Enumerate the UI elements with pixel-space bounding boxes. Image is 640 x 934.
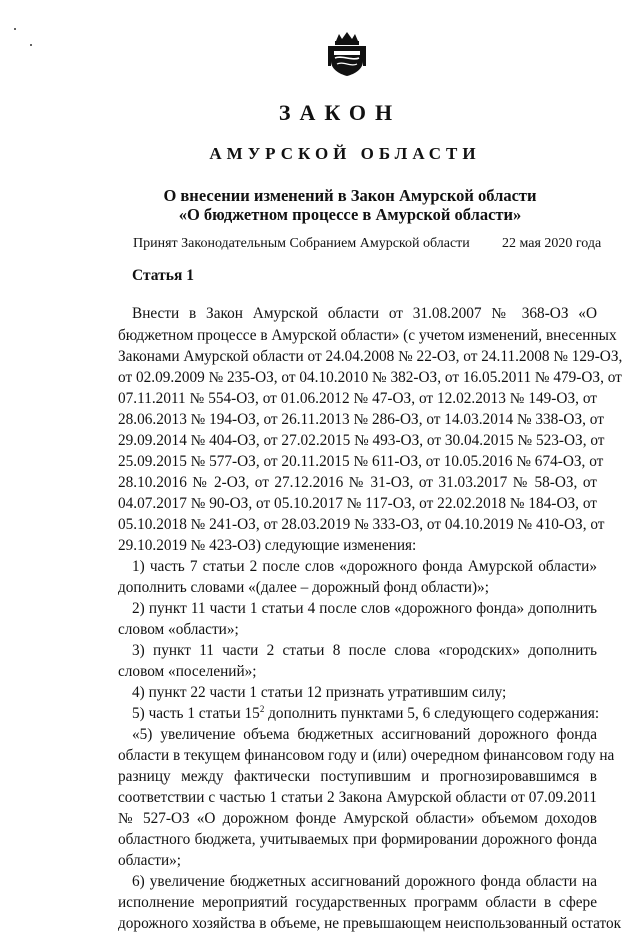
text-line (118, 704, 600, 724)
text-line: 25.09.2015 № 577-ОЗ, от 20.11.2015 № 611-ОЗ, от 10.05.2016 № 674-ОЗ, от (118, 453, 604, 470)
text-line: исполнение мероприятий государственных программ области в сфере (118, 894, 597, 911)
text-line: 04.07.2017 № 90-ОЗ, от 05.10.2017 № 117-ОЗ, от 22.02.2018 № 184-ОЗ, от (118, 495, 597, 512)
text-line: 28.06.2013 № 194-ОЗ, от 26.11.2013 № 286-ОЗ, от 14.03.2014 № 338-ОЗ, от (118, 411, 604, 428)
region-title: АМУРСКОЙ ОБЛАСТИ (209, 144, 481, 163)
text-line: бюджетном процессе в Амурской области» (с учетом изменений, внесенных (118, 327, 617, 344)
text-line: 28.10.2016 № 2-ОЗ, от 27.12.2016 № 31-ОЗ, от 31.03.2017 № 58-ОЗ, от (118, 474, 597, 491)
text-fragment: дополнить пунктами 5, 6 следующего содержания: (264, 705, 600, 722)
text-line: соответствии с частью 1 статьи 2 Закона Амурской области от 07.09.2011 (118, 789, 597, 806)
text-line: 1) часть 7 статьи 2 после слов «дорожного фонда Амурской области» (132, 558, 597, 575)
adoption-note: Принят Законодательным Собранием Амурской области (133, 236, 470, 251)
text-line: 3) пункт 11 части 2 статьи 8 после слова «городских» дополнить (132, 642, 597, 659)
text-line: разницу между фактически поступившим и прогнозировавшимся в (118, 768, 597, 785)
text-line: Внести в Закон Амурской области от 31.08.2007 № 368-ОЗ «О (132, 305, 597, 322)
text-line: 6) увеличение бюджетных ассигнований дорожного фонда области на (132, 873, 597, 890)
text-line: «5) увеличение объема бюджетных ассигнований дорожного фонда (132, 726, 597, 743)
scan-speck (30, 44, 32, 46)
text-line: дополнить словами «(далее – дорожный фонд области)»; (118, 579, 489, 596)
text-line: от 02.09.2009 № 235-ОЗ, от 04.10.2010 № 382-ОЗ, от 16.05.2011 № 479-ОЗ, от (118, 369, 622, 386)
scan-speck (14, 28, 16, 30)
text-line: 2) пункт 11 части 1 статьи 4 после слов «дорожного фонда» дополнить (132, 600, 597, 617)
article-heading: Статья 1 (132, 267, 194, 284)
text-line: словом «области»; (118, 621, 239, 638)
text-line: 29.09.2014 № 404-ОЗ, от 27.02.2015 № 493-ОЗ, от 30.04.2015 № 523-ОЗ, от (118, 432, 605, 449)
text-line: 4) пункт 22 части 1 статьи 12 признать утратившим силу; (132, 684, 507, 701)
text-line: областного бюджета, учитываемых при формировании дорожного фонда (118, 831, 597, 848)
text-line: словом «поселений»; (118, 663, 257, 680)
law-subject-line: «О бюджетном процессе в Амурской области» (178, 205, 522, 224)
text-line: 07.11.2011 № 554-ОЗ, от 01.06.2012 № 47-ОЗ, от 12.02.2013 № 149-ОЗ, от (118, 390, 597, 407)
amur-oblast-coat-of-arms-icon (327, 31, 367, 77)
text-line: 05.10.2018 № 241-ОЗ, от 28.03.2019 № 333-ОЗ, от 04.10.2019 № 410-ОЗ, от (118, 516, 605, 533)
text-line: дорожного хозяйства в объеме, не превышающем неиспользованный остаток (118, 915, 622, 932)
superscript: 2 (259, 704, 265, 714)
text-line: области в текущем финансовом году и (или) очередном финансовом году на (118, 747, 615, 764)
text-line: области»; (118, 852, 182, 869)
text-line: Законами Амурской области от 24.04.2008 № 22-ОЗ, от 24.11.2008 № 129-ОЗ, (118, 348, 623, 365)
text-line: № 527-ОЗ «О дорожном фонде Амурской области» объемом доходов (118, 810, 597, 827)
document-type-title: ЗАКОН (278, 100, 402, 125)
text-line: 29.10.2019 № 423-ОЗ) следующие изменения: (118, 537, 417, 554)
text-fragment: 5) часть 1 статьи 15 (132, 705, 260, 722)
adoption-date: 22 мая 2020 года (502, 236, 602, 251)
law-subject-line: О внесении изменений в Закон Амурской области (163, 186, 537, 205)
law-subject (150, 186, 550, 224)
